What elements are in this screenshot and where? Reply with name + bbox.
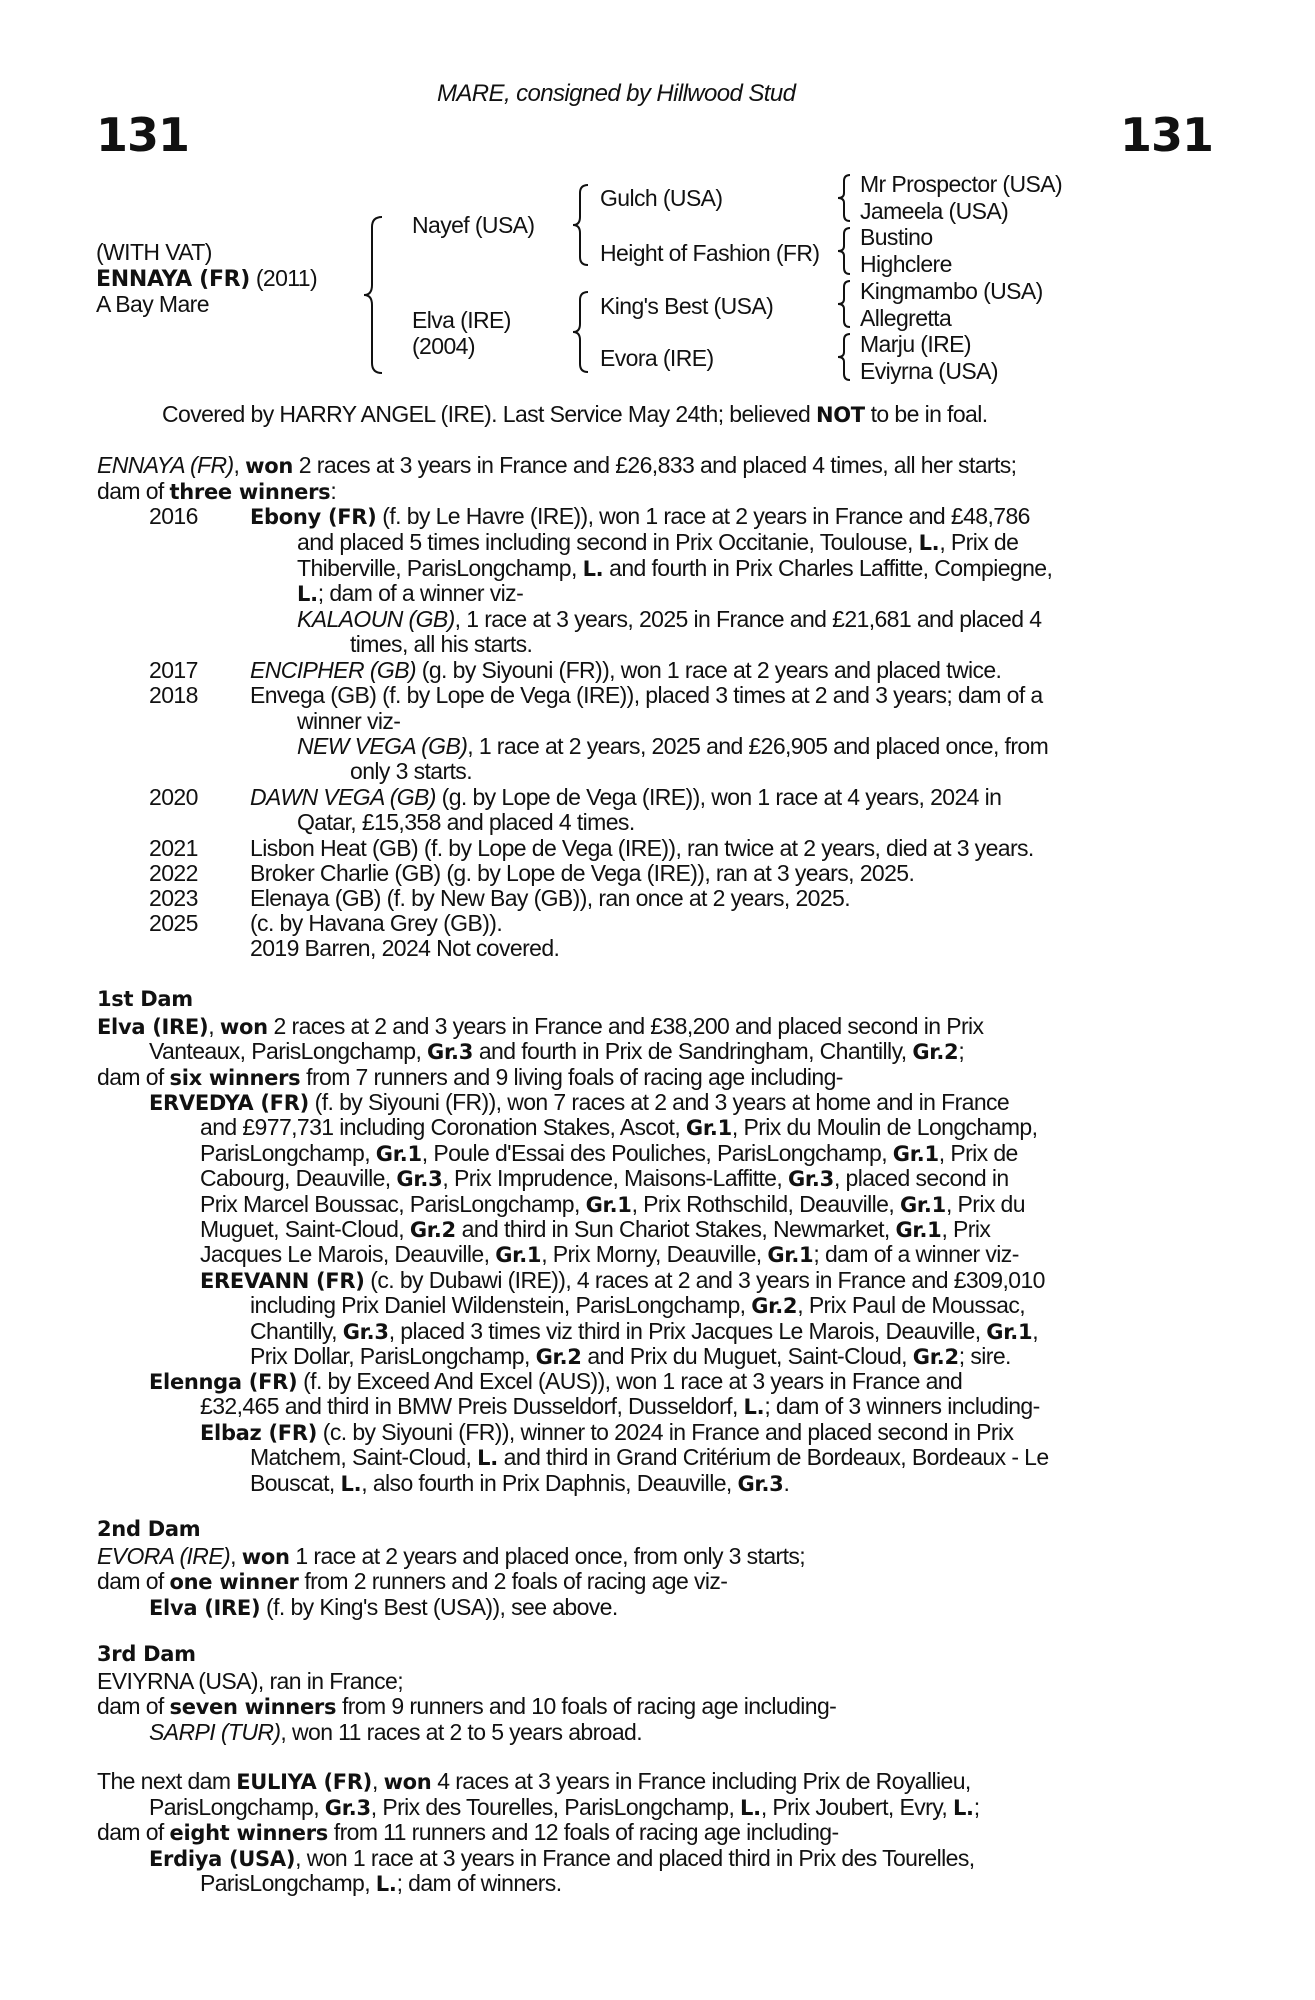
- pedigree-dam: Elva (IRE): [412, 307, 511, 333]
- pedigree-dam-dam: Evora (IRE): [600, 345, 714, 371]
- ervedya-line: Jacques Le Marois, Deauville, Gr.1, Prix Morny, Deauville, Gr.1; dam of a winner viz-: [200, 1241, 1019, 1268]
- pedigree-gen3-5: Kingmambo (USA): [860, 278, 1043, 304]
- section-heading-1st-dam: 1st Dam: [97, 987, 193, 1011]
- pedigree-gen3-2: Jameela (USA): [860, 198, 1009, 224]
- not-in-foal-emphasis: NOT: [815, 403, 865, 427]
- horse-title: [96, 265, 317, 293]
- produce-year: 2017: [149, 657, 198, 683]
- section-heading-2nd-dam: 2nd Dam: [97, 1517, 201, 1541]
- produce-intro-line1: ENNAYA (FR), won 2 races at 3 years in France and £26,833 and placed 4 times, all her starts;: [97, 452, 1017, 478]
- horse-description: A Bay Mare: [96, 291, 209, 317]
- pedigree-gen3-8: Eviyrna (USA): [860, 358, 998, 384]
- produce-entry-envega: Envega (GB) (f. by Lope de Vega (IRE)), placed 3 times at 2 and 3 years; dam of a: [250, 682, 1043, 708]
- pedigree-gen3-4: Highclere: [860, 251, 952, 277]
- pedigree-brace-7: [835, 332, 855, 382]
- produce-entry-broker-charlie: Broker Charlie (GB) (g. by Lope de Vega (IRE)), ran at 3 years, 2025.: [250, 860, 915, 886]
- pedigree-sire-dam: Height of Fashion (FR): [600, 240, 820, 266]
- produce-entry-elenaya: Elenaya (GB) (f. by New Bay (GB)), ran once at 2 years, 2025.: [250, 885, 850, 911]
- pedigree-gen3-3: Bustino: [860, 224, 933, 250]
- pedigree-brace-2: [570, 183, 594, 268]
- produce-year: 2016: [149, 503, 198, 529]
- lot-number-left: 131: [96, 108, 190, 162]
- produce-year: 2018: [149, 682, 198, 708]
- produce-entry-lisbon-heat: Lisbon Heat (GB) (f. by Lope de Vega (IRE)), ran twice at 2 years, died at 3 years.: [250, 835, 1034, 861]
- pedigree-gen3-7: Marju (IRE): [860, 331, 971, 357]
- pedigree-dam-sire: King's Best (USA): [600, 293, 774, 319]
- elbaz-line: Bouscat, L., also fourth in Prix Daphnis, Deauville, Gr.3.: [250, 1469, 790, 1496]
- produce-year: 2025: [149, 910, 198, 936]
- pedigree-brace-4: [835, 173, 855, 223]
- pedigree-gen3-1: Mr Prospector (USA): [860, 171, 1063, 197]
- mare-name: ENNAYA (FR): [97, 452, 234, 478]
- pedigree-brace-6: [835, 279, 855, 329]
- elennga-line: Elennga (FR) (f. by Exceed And Excel (AUS)), won 1 race at 3 years in France and: [149, 1368, 963, 1394]
- produce-entry-encipher: ENCIPHER (GB) (g. by Siyouni (FR)), won 1 race at 2 years and placed twice.: [250, 657, 1002, 683]
- ervedya-line: ParisLongchamp, Gr.1, Poule d'Essai des Pouliches, ParisLongchamp, Gr.1, Prix de: [200, 1139, 1018, 1166]
- pedigree-brace-1: [360, 215, 390, 375]
- covering-status: Covered by HARRY ANGEL (IRE). Last Service May 24th; believed NOT to be in foal.: [162, 401, 988, 427]
- pedigree-sire-sire: Gulch (USA): [600, 185, 723, 211]
- erevann-line: EREVANN (FR) (c. by Dubawi (IRE)), 4 races at 2 and 3 years in France and £309,010: [200, 1267, 1045, 1293]
- pedigree-sire: Nayef (USA): [412, 212, 535, 238]
- pedigree-dam-year: (2004): [412, 333, 475, 359]
- horse-year: (2011): [255, 265, 318, 291]
- ervedya-line: Prix Marcel Boussac, ParisLongchamp, Gr.1, Prix Rothschild, Deauville, Gr.1, Prix du: [200, 1190, 1025, 1217]
- pedigree-brace-5: [835, 226, 855, 276]
- ervedya-line: and £977,731 including Coronation Stakes, Ascot, Gr.1, Prix du Moulin de Longchamp,: [200, 1114, 1038, 1141]
- erevann-line: including Prix Daniel Wildenstein, ParisLongchamp, Gr.2, Prix Paul de Moussac,: [250, 1292, 1026, 1319]
- produce-intro-line2: dam of three winners:: [97, 478, 337, 504]
- produce-sub-kalaoun: KALAOUN (GB), 1 race at 3 years, 2025 in France and £21,681 and placed 4: [297, 606, 1042, 632]
- produce-entry-ebony: Ebony (FR) (f. by Le Havre (IRE)), won 1 race at 2 years in France and £48,786: [250, 503, 1030, 529]
- elbaz-line: Matchem, Saint-Cloud, L. and third in Grand Critérium de Bordeaux, Bordeaux - Le: [250, 1444, 1049, 1471]
- produce-entry-dawn-vega: DAWN VEGA (GB) (g. by Lope de Vega (IRE)), won 1 race at 4 years, 2024 in: [250, 784, 1002, 810]
- produce-sub-new-vega: NEW VEGA (GB), 1 race at 2 years, 2025 and £26,905 and placed once, from: [297, 733, 1049, 759]
- produce-year: 2023: [149, 885, 198, 911]
- produce-year: 2021: [149, 835, 198, 861]
- pedigree-gen3-6: Allegretta: [860, 305, 952, 331]
- produce-year: 2022: [149, 860, 198, 886]
- produce-entry-2025-colt: (c. by Havana Grey (GB)).: [250, 910, 503, 936]
- section-heading-3rd-dam: 3rd Dam: [97, 1642, 196, 1666]
- pedigree-brace-3: [570, 290, 594, 375]
- erevann-line: Prix Dollar, ParisLongchamp, Gr.2 and Prix du Muguet, Saint-Cloud, Gr.2; sire.: [250, 1343, 1011, 1370]
- ervedya-line: Cabourg, Deauville, Gr.3, Prix Imprudence, Maisons-Laffitte, Gr.3, placed second in: [200, 1165, 1009, 1192]
- produce-year: 2020: [149, 784, 198, 810]
- erevann-line: Chantilly, Gr.3, placed 3 times viz third in Prix Jacques Le Marois, Deauville, Gr.1,: [250, 1317, 1039, 1344]
- vat-note: (WITH VAT): [96, 239, 212, 265]
- lot-number-right: 131: [1120, 108, 1214, 162]
- ervedya-line: ERVEDYA (FR) (f. by Siyouni (FR)), won 7 races at 2 and 3 years at home and in France: [149, 1089, 1010, 1115]
- elennga-line: £32,465 and third in BMW Preis Dusseldorf, Dusseldorf, L.; dam of 3 winners including-: [200, 1393, 1040, 1420]
- elbaz-line: Elbaz (FR) (c. by Siyouni (FR)), winner to 2024 in France and placed second in Prix: [200, 1419, 1014, 1445]
- ervedya-line: Muguet, Saint-Cloud, Gr.2 and third in Sun Chariot Stakes, Newmarket, Gr.1, Prix: [200, 1216, 991, 1242]
- produce-barren-note: 2019 Barren, 2024 Not covered.: [250, 935, 560, 961]
- consignment-header: MARE, consigned by Hillwood Stud: [437, 80, 796, 107]
- horse-name: ENNAYA (FR): [96, 267, 251, 292]
